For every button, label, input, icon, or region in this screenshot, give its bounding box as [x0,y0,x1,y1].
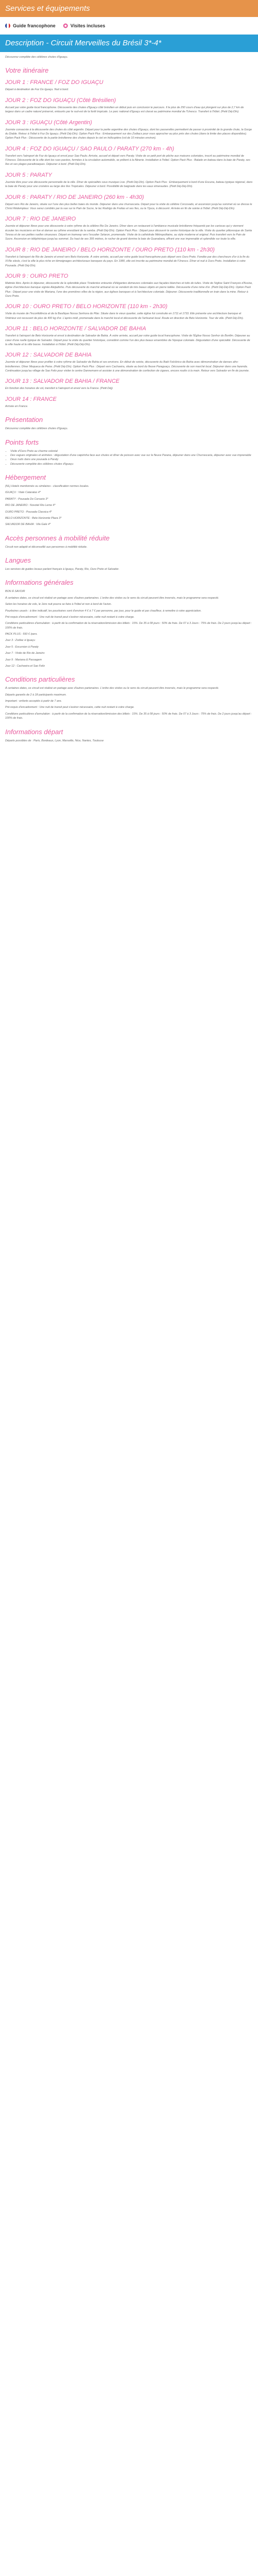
info-paragraph: À certaines dates, ce circuit est réalisé en partage avec d'autres partenaires. L'ordre des visites ou le sens du circuit peuvent être inversés, mais le programme sera respecté. [5,596,219,600]
itinerary-day [5,378,253,391]
departures-text: Départs possibles de : Paris, Bordeaux, Lyon, Marseille, Nice, Nantes, Toulouse [5,739,104,742]
info-paragraph: Jour 3 : Zodiac à Iguaçu [5,639,35,642]
info-paragraph: Jour 9 : Mariana & Passagem [5,658,42,662]
day-text: Visite du musée de l'Inconfidência et de la Basilique Nossa Senhora do Pilar. Située dans le vieux quartier, cette église fut construite en 1711 et 1733. Elle présente une architecture baroque et l'intérieur est recouvert de plus de 400 kg d'or. L'après-midi, promenade dans le marché local et découverte de l'artisanat local. Route en direction de Belo Horizonte. Tour de ville. (Petit Déj-Dîn). [5,312,244,320]
day-text: Accueil par votre guide local francophone. Découverte des chutes d'Iguaçu côté brésilien en début puis en conclusion le parcours. Il le plus de 250 cours d'eau qui plongent sur plus de 2,7 km de largeur dans un cadre naturel préservé, entourés par le sud-est de la forêt tropicale. Le parc national d'Iguaçu est classé au patrimoine mondial de l'Unesco. Transfert à l'hôtel. (Petit Déj-Dîn). [5,106,244,114]
visit-icon [63,23,68,28]
itinerary-day [5,216,253,242]
itinerary-day [5,194,253,211]
main-content [0,55,258,750]
conditions-title: Conditions particulières [5,675,75,684]
access-text: Circuit non adapté et déconseillé aux personnes à mobilité réduite. [5,545,88,549]
day-title: JOUR 10 : OURO PRETO / BELO HORIZONTE (110 km - 2h30) [5,303,168,310]
conditions-paragraph: Conditions particulières d'annulation : à partir de la confirmation de la réservation/émission des billets : 15%. De 35 à 08 jours : 50% de frais. De 07 à 3 Jours : 75% de frais. De 2 jours jusqu'au départ : 100% de frais. [5,712,252,720]
lodging-item: BELO HORIZONTE : Belo Horizonte Plaza 3* [5,516,62,520]
day-text: Transfert à l'aéroport de Rio de Janeiro et envol vers Belo Horizonte. À votre arrivée, accueil par votre guide local francophone puis départ vers Ouro Preto. Fondée par des chercheurs d'or à la fin du XVIIe siècle, c'est la ville la plus riche en témoignages architecturaux baroques du pays. En 1980, elle est inscrite au patrimoine mondial de l'Unesco. Dîner et nuit à Ouro Preto. Installation à votre Pousada. (Petit Déj-Dîn). [5,255,250,267]
itinerary-day [5,247,253,268]
highlight-item: • Visite d'Ouro Preto au charme colonial [10,449,253,453]
lodging-intro: (NL) Hotels mentionnés ou similaires - classification normes locales. [5,485,89,488]
itinerary-day [5,273,253,299]
highlights-title: Points forts [5,438,39,446]
itinerary-day [5,79,253,92]
lodging-item: RIO DE JANEIRO : Novotel Rio Leme 4* [5,504,56,507]
badge-visits [63,23,105,28]
day-text: Journée et déjeuner libres pour profiter à votre rythme de Salvador de Bahia et ses environs. En début de soirée, découverte du Balé Folclórico da Bahia avec démonstration de danses afro-brésiliennes. Dîner Moqueca de Peixe. (Petit Déj-Dîn). Option Pack Plus : Départ vers Cachoeira, située au bord du fleuve Paraguaçu. Découverte de son marché local. Déjeuner dans une fazenda. Continuation jusqu'au village de Sao Felix pour visiter le centre Dannemann et assister à une démonstration de confection de cigares, encore roulés à la main. Retour vers Salvador en fin de journée. [5,361,250,372]
itinerary-day [5,146,253,167]
info-paragraph: Conditions particulières d'annulation : à partir de la confirmation de la réservation/émission des billets : 15%. De 35 à 08 jours : 50% de frais. De 07 à 3 Jours : 75% de frais. De 2 jours jusqu'au départ : 100% de frais. [5,622,252,630]
description-title: Description - Circuit Merveilles du Brésil 3*-4* [5,39,162,47]
conditions-paragraph: Départs garantis de 2 à 18 participants maximum. [5,693,67,697]
itinerary-day [5,396,253,409]
day-text: Départ à destination de Foz Do Iguaçu. Nuit à bord. [5,88,69,92]
conditions-paragraph: Important : enfants acceptés à partir de 7 ans. [5,700,62,703]
lodging-item: OURO PRETO : Pousada Classica 4* [5,510,52,514]
info-paragraph: Selon les horaires de vols, le 1ère nuit pourra se faire à l'hôtel et non à bord de l'avion. [5,603,112,606]
highlight-item: • Des vagues originales et animées : dégustation d'une caipirinha face aux chutes et dîner de poisson avec vue sur le fleuve Parana, déjeuner dans une Churrascaria, déjeuner avec vue imprenable [10,453,253,457]
description-banner [0,35,258,52]
day-title: JOUR 5 : PARATY [5,172,52,178]
day-text: Journée consacrée à la découverte des chutes du côté argentin. Départ pour la partie argentine des chutes d'Iguaçu, dont les passerelles permettent de passer à proximité de la grande chute, la Gorge du Diable. Retour à l'hôtel à Foz Do Iguaçu. (Petit Déj-Dîn). Option Pack Plus : Embarquement sur des Zodiacs pour vous approcher au plus près des chutes (dans la limite des places disponibles). Option Pack Plus : Découverte de la partie brésilienne des chutes depuis le ciel en hélicoptère (vol de 10 minutes environ). [5,128,252,140]
presentation-text: Découvrez complète des célèbres chutes d'Iguaçu. [5,427,68,431]
highlights-list [5,449,253,467]
conditions-paragraph: Pré-requis d'encadrement : Une nuit de transit peut s'avérer nécessaire, cette nuit restant à votre charge. [5,706,135,709]
info-paragraph: Jour 5 : Excursion à Paraty [5,645,39,649]
day-title: JOUR 1 : FRANCE / FOZ DO IGUAÇU [5,79,104,86]
itinerary-day [5,172,253,189]
info-title: Informations générales [5,579,74,587]
highlight-item: • Deux nuits dans une pousada à Paraty [10,457,253,462]
badge-visits-label: Visites incluses [70,23,105,28]
french-flag-icon [5,23,10,28]
languages-title: Langues [5,556,31,564]
badge-guide [5,23,56,28]
itinerary-day [5,326,253,347]
info-paragraph: Pourboires usuels : à titre indicatif, les pourboires sont d'environ 4 € à 7 € par personne, par jour, pour le guide et par chauffeur, à remettre à votre appréciation. [5,609,202,613]
day-title: JOUR 7 : RIO DE JANEIRO [5,216,76,223]
itinerary-title: Votre itinéraire [5,66,49,75]
languages-text: Les services de guides locaux parlant français à Iguaçu, Paraty, Rio, Ouro Preto et Salvador. [5,568,120,571]
day-title: JOUR 14 : FRANCE [5,396,57,402]
day-title: JOUR 3 : IGUAÇU (Côté Argentin) [5,119,92,126]
lodging-title: Hébergement [5,473,46,481]
day-text: Matinée libre. Après le déjeuner, découverte de la splendide place Tiradentes entourée d'élégantes demeures coloniales aux façades blanches et toits de tuiles. Visite de l'église Saint François d'Assise, église d'architecture baroque signée Aleijadinho. Puis découverte du marché artisanal où se vendent de très beaux objets en pierre taillée. Découverte d'une mine d'or. (Petit Déj-Déj-Dîn). Option Pack Plus : Départ pour une visite de Mariana, l'une des premières villes de la région, aux églises baroques et à l'architecture coloniale. Déjeuner. Découverte traditionnelle en train dans la mine. Retour à Ouro Preto. [5,281,253,298]
day-text: Arrivée en France. [5,404,28,408]
itinerary-day [5,352,253,373]
lodging-item: PARATY : Pousada Do Corsario 3* [5,497,49,501]
day-text: Journée et déjeuner libres pour une découverte à votre rythme de la célèbre Rio De Janeiro. Dîner dans un restaurant à l'ambiance musicale brésilienne fréquenté par les cariocas qui y viennent écouter les musiciens en live et danser au rythme envoûtant de la samba. (Petit Déj-Dîn). Option Pack Plus : Départ pour découvrir le centre historique de la ville. Visite du quartier pittoresque de Santa Teresa et de ses petites ruelles sinueuses. Départ en tramway vers l'escalier Selaron, promenade. Visite de la cathédrale Métropolitaine, au style moderne et original. Puis transfert vers le Pain de Sucre. Ascension en téléphérique jusqu'au sommet. Du haut de ses 395 mètres, le rocher de granit domine la baie de Guanabara, offrant une vue imprenable et splendide sur toute la ville. [5,225,252,241]
day-text: Départ vers Rio de Janeiro, située sur l'une des plus belles baies du monde. Déjeuner dans une churrascaria. Départ pour la visite du célèbre Corcovado, et ascension jusqu'au sommet où se dresse le Christ Rédempteur. Vous serez comblés par la vue sur le Pain de Sucre, le lac Rodrigo de Freitas et ses îles, ou la Tijuca, à découvrir. Arrivée en fin de soirée à l'hôtel. (Petit Déj-Déj-Dîn). [5,202,252,210]
day-title: JOUR 8 : RIO DE JANEIRO / BELO HORIZONTE / OURO PRETO (110 km - 2h30) [5,246,215,253]
presentation-title: Présentation [5,416,43,424]
day-title: JOUR 9 : OURO PRETO [5,273,69,279]
lodging-item: SALVADOR DE BAHIA : Vila Gale 4* [5,523,51,527]
day-text: Transfert vers l'aéroport de Foz do Iguaçu et envol pour Sao Paulo. Arrivée, accueil et départ vers Paraty. Visite de ce petit port de pêche aux maisons coloniales, inscrit au patrimoine mondial de l'Unesco. Découverte de la ville dont les rues pavées, fermées à la circulation automobile, se prêtent à la flânerie. Installation à l'hôtel. Option Pack Plus : Balade en bateau dans la baie de Paraty, ses îles et ses plages paradisiaques. Déjeuner à bord. (Petit Déj-Dîn). [5,154,250,166]
day-title: JOUR 13 : SALVADOR DE BAHIA / FRANCE [5,378,120,385]
badge-guide-label: Guide francophone [13,23,56,28]
info-paragraph: Pré-requis d'encadrement : Une nuit de transit peut s'avérer nécessaire, cette nuit restant à votre charge. [5,615,135,619]
info-paragraph: BON À SAVOIR [5,590,25,594]
info-paragraph: Jour 7 : Visite de Rio de Janeiro [5,652,45,655]
day-title: JOUR 2 : FOZ DO IGUAÇU (Côté Brésilien) [5,97,116,104]
day-text: Transfert à l'aéroport de Belo Horizonte et envol à destination de Salvador de Bahia. À votre arrivée, accueil par votre guide local francophone. Visite de l'Église Nosso Senhor do Bonfim. Déjeuner au cœur d'une ruelle typique de Salvador. Départ pour la visite du quartier historique, considéré comme l'un des plus beaux ensembles de l'époque coloniale. Dégustation d'une spécialité. Découverte de la ville haute et la ville basse. Installation à l'hôtel. (Petit Déj-Déj-Dîn). [5,334,250,346]
day-title: JOUR 6 : PARATY / RIO DE JANEIRO (260 km - 4h30) [5,194,144,200]
lodging-item: IGUAÇU : Viale Cataratas 4* [5,491,41,495]
info-paragraph: Jour 12 : Cachoeira et Sao Felix [5,664,45,668]
itinerary-day [5,120,253,141]
day-title: JOUR 4 : FOZ DO IGUAÇU / SAO PAULO / PARATY (270 km - 4h) [5,145,174,152]
itinerary-day [5,303,253,320]
highlight-item: • Découverte complète des célèbres chutes d'Iguaçu [10,462,253,466]
access-title: Accès personnes à mobilité réduite [5,534,110,542]
services-title: Services et équipements [5,4,90,13]
services-header [0,0,258,17]
departures-title: Informations départ [5,727,63,736]
day-title: JOUR 12 : SALVADOR DE BAHIA [5,352,92,359]
itinerary-list [5,79,253,409]
itinerary-day [5,97,253,114]
day-text: Journée libre pour une découverte personnelle de la ville. Dîner de spécialités sous musique Live. (Petit Déj-Dîn). Option Pack Plus : Embarquement à bord d'une Escuna, bateau typique régional, dans la baie de Paraty pour une croisière au large des îles Tropicales. Déjeuner à bord. Possibilité de baignade dans les eaux émeraudes. (Petit Déj-Déj-Dîn). [5,180,253,189]
description-intro: Découvrez complète des célèbres chutes d'Iguaçu. [5,56,68,59]
info-paragraph: PACK PLUS : 550 € /pers. [5,633,38,636]
badges-row [0,17,258,32]
day-text: En fonction des horaires de vol, transfert à l'aéroport et envol vers la France. (Petit Déj). [5,387,114,391]
day-title: JOUR 11 : BELO HORIZONTE / SALVADOR DE BAHIA [5,326,147,332]
conditions-paragraph: À certaines dates, ce circuit est réalisé en partage avec d'autres partenaires. L'ordre des visites ou le sens du circuit peuvent être inversés, mais le programme sera respecté. [5,687,219,690]
